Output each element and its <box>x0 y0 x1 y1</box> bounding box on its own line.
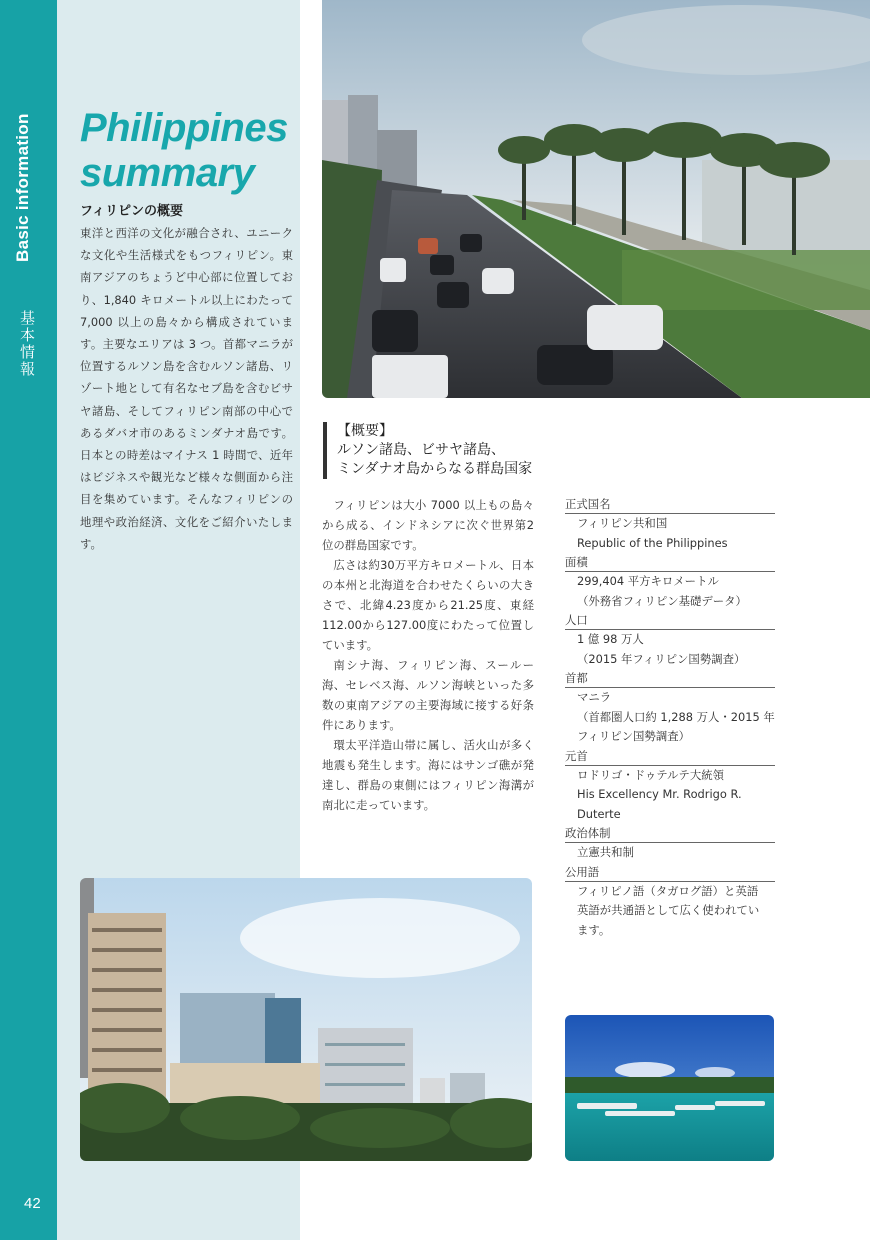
intro-text: 東洋と西洋の文化が融合され、ユニークな文化や生活様式をもつフィリピン。東南アジアのちょうど中心部に位置しており、1,840 キロメートル以上にわたって 7,000 以上の島々から構成されています。主要なエリアは 3 つ。首都マニラが位置するルソン島を含むルソン諸島、リゾート地として有名なセブ島を含むビサヤ諸島、そしてフィリピン南部の中心であるダバオ市のあるミンダナオ島です。 日本との時差はマイナス 1 時間で、近年はビジネスや観光など様々な側面から注目を集めています。そんなフィリピンの地理や政治経済、文化をご紹介いたします。 <box>80 226 293 551</box>
page-title <box>80 106 300 196</box>
fact-value: 英語が共通語として広く使われてい <box>577 903 760 917</box>
fact-value: （首都圏人口約 1,288 万人・2015 年 <box>577 709 775 724</box>
facts-list <box>565 495 775 940</box>
body-paragraph: 広さは約30万平方キロメートル、日本の本州と北海道を合わせたくらいの大きさで、北緯4.23度から21.25度、東経112.00から127.00度にわたって位置しています。 <box>322 558 534 652</box>
fact-label: 公用語 <box>565 863 775 882</box>
fact-label: 政治体制 <box>565 824 775 843</box>
fact-label: 首都 <box>565 669 775 688</box>
section-title-jp: 基本情報 <box>18 310 36 378</box>
beach-photo <box>565 1015 774 1161</box>
fact-item <box>565 747 775 825</box>
title-line-2: summary <box>80 151 255 195</box>
fact-label: 面積 <box>565 553 775 572</box>
fact-value: Republic of the Philippines <box>577 535 728 550</box>
fact-value: ます。 <box>577 922 611 937</box>
fact-value: His Excellency Mr. Rodrigo R. Duterte <box>577 787 742 821</box>
page-subtitle: フィリピンの概要 <box>80 204 183 219</box>
fact-item <box>565 669 775 747</box>
fact-item <box>565 824 775 863</box>
fact-value: 立憲共和制 <box>577 845 634 859</box>
fact-item <box>565 553 775 611</box>
fact-value: マニラ <box>577 690 612 704</box>
manila-boulevard-photo <box>322 0 870 398</box>
overview-heading <box>323 422 532 479</box>
body-paragraph: 環太平洋造山帯に属し、活火山が多く地震も発生します。海にはサンゴ礁が発達し、群島の東側にはフィリピン海溝が南北に走っています。 <box>322 738 534 812</box>
fact-value: 299,404 平方キロメートル <box>577 574 719 588</box>
fact-value: フィリピン共和国 <box>577 516 668 530</box>
side-bar <box>0 0 57 1240</box>
body-paragraph: フィリピンは大小 7000 以上もの島々から成る、インドネシアに次ぐ世界第2位の群島国家です。 <box>322 498 534 552</box>
fact-value: （外務省フィリピン基礎データ） <box>577 593 747 608</box>
fact-value: 1 億 98 万人 <box>577 632 644 646</box>
city-skyline-photo <box>80 878 532 1161</box>
fact-value: フィリピン国勢調査） <box>577 729 690 743</box>
page-number: 42 <box>24 1195 41 1212</box>
overview-body <box>322 495 534 815</box>
fact-item <box>565 863 775 941</box>
fact-label: 人口 <box>565 611 775 630</box>
fact-value: ロドリゴ・ドゥテルテ大統領 <box>577 767 724 782</box>
fact-label: 正式国名 <box>565 495 775 514</box>
fact-value: （2015 年フィリピン国勢調査） <box>577 651 746 666</box>
fact-item <box>565 611 775 669</box>
body-paragraph: 南シナ海、フィリピン海、スールー海、セレベス海、ルソン海峡といった多数の東南アジアの主要海域に接する好条件にあります。 <box>322 658 534 732</box>
fact-value: フィリピノ語（タガログ語）と英語 <box>577 883 759 898</box>
overview-label: 【概要】 <box>337 423 393 439</box>
fact-item <box>565 495 775 553</box>
overview-line-1: ルソン諸島、ビサヤ諸島、 <box>337 442 505 458</box>
title-line-1: Philippines <box>80 106 288 150</box>
overview-line-2: ミンダナオ島からなる群島国家 <box>337 461 533 477</box>
fact-label: 元首 <box>565 747 775 766</box>
section-title-en: Basic information <box>13 113 32 262</box>
